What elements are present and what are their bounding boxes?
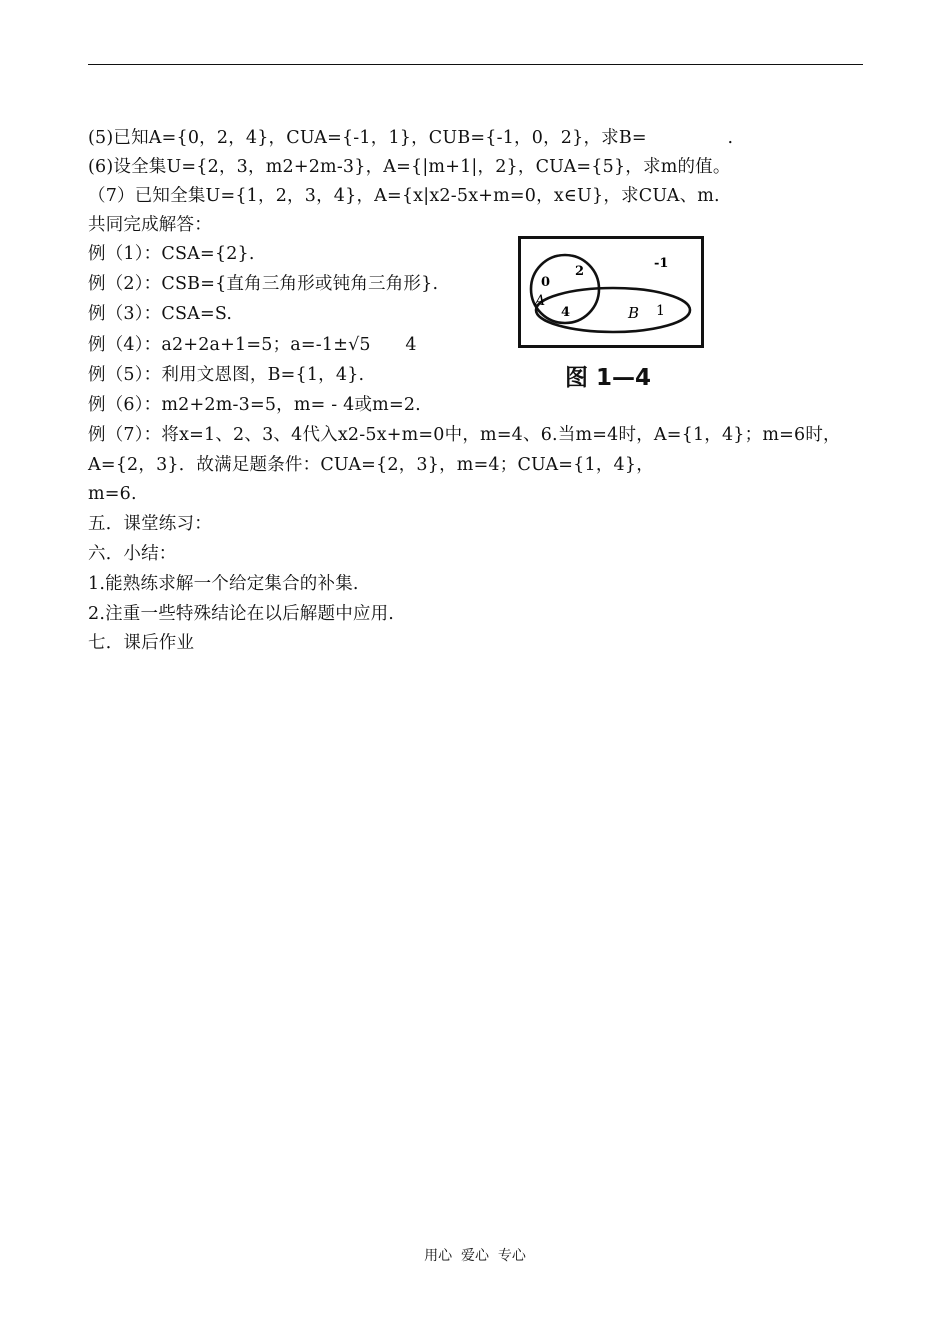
text-line-example-7-end: m=6. — [88, 484, 137, 504]
text-line-example-6: 例（6）：m2+2m-3=5，m= - 4或m=2. — [88, 395, 421, 415]
text-line-example-2: 例（2）：CSB={直角三角形或钝角三角形}. — [88, 274, 439, 294]
label-one: 1 — [656, 303, 665, 319]
label-minus-one: -1 — [654, 256, 669, 271]
text-line-example-5: 例（5）：利用文恩图，B={1，4}. — [88, 365, 365, 385]
section-heading-summary: 六．小结： — [88, 544, 177, 564]
text-line-problem-6: (6)设全集U={2，3，m2+2m-3}，A={|m+1|，2}，CUA={5}，求m的值。 — [88, 157, 731, 177]
text-line-example-1: 例（1）：CSA={2}. — [88, 244, 255, 264]
header-rule — [88, 64, 863, 65]
text-line-example-3: 例（3）：CSA=S. — [88, 304, 233, 324]
figure-caption: 图 1—4 — [565, 365, 652, 391]
label-four: 4 — [561, 305, 571, 320]
text-line-summary-2: 2.注重一些特殊结论在以后解题中应用. — [88, 604, 395, 624]
text-line-summary-1: 1.能熟练求解一个给定集合的补集. — [88, 574, 359, 594]
section-heading-homework: 七．课后作业 — [88, 633, 195, 653]
text-line-problem-7: （7）已知全集U={1，2，3，4}，A={x|x2-5x+m=0，x∈U}，求CUA、m. — [88, 186, 720, 206]
text-line-problem-5: (5)已知A={0，2，4}，CUA={-1，1}，CUB={-1，0，2}，求B= . — [88, 128, 734, 148]
text-line-example-4: 例（4）：a2+2a+1=5；a=-1±√5 4 — [88, 335, 417, 355]
section-heading-solutions: 共同完成解答： — [88, 215, 212, 235]
text-line-example-7-cont: A={2，3}．故满足题条件：CUA={2，3}，m=4；CUA={1，4}， — [88, 455, 654, 475]
label-set-b: B — [628, 304, 640, 322]
label-set-a: A — [535, 293, 546, 309]
section-heading-practice: 五．课堂练习： — [88, 514, 212, 534]
venn-diagram-svg — [518, 236, 704, 348]
venn-diagram — [518, 236, 704, 348]
page-footer: 用心 爱心 专心 — [424, 1248, 526, 1264]
label-zero: 0 — [541, 275, 551, 290]
text-line-example-7: 例（7）：将x=1、2、3、4代入x2-5x+m=0中，m=4、6.当m=4时，A={1，4}；m=6时， — [88, 425, 841, 445]
label-two: 2 — [575, 264, 585, 279]
universal-set-frame — [520, 238, 703, 347]
